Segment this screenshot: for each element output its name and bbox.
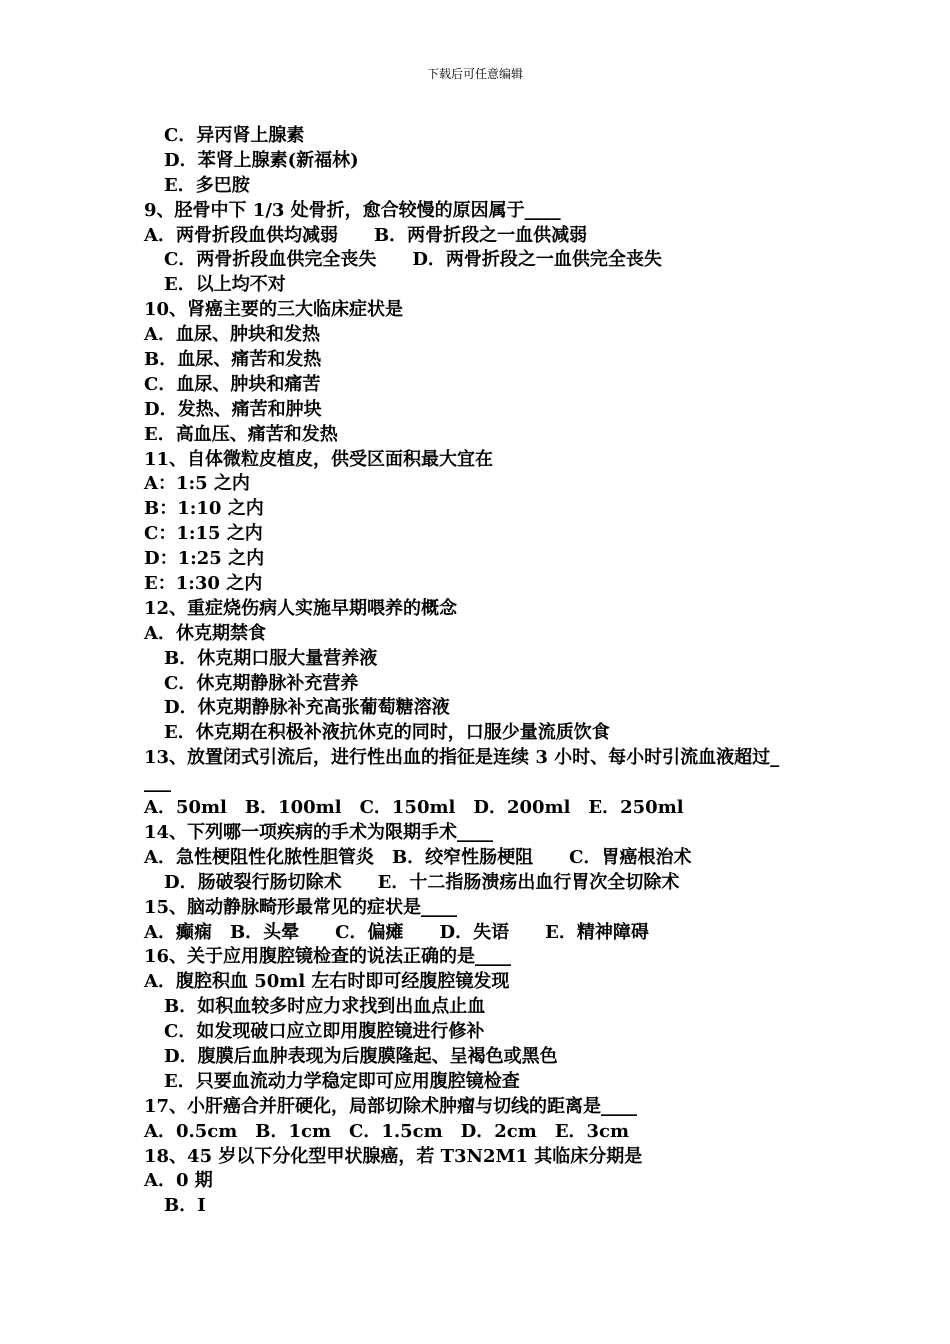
text-line: 13、放置闭式引流后，进行性出血的指征是连续 3 小时、每小时引流血液超过_ — [144, 747, 780, 769]
text-line: A．急性梗阻性化脓性胆管炎 B．绞窄性肠梗阻 C．胃癌根治术 — [144, 846, 692, 868]
text-line: B．如积血较多时应力求找到出血点止血 — [164, 996, 486, 1018]
text-line: A：1:5 之内 — [144, 473, 250, 495]
text-line: A．休克期禁食 — [144, 622, 266, 644]
text-line: 10、肾癌主要的三大临床症状是 — [144, 299, 404, 321]
text-line: D．休克期静脉补充高张葡萄糖溶液 — [164, 697, 450, 719]
text-line: A．50ml B．100ml C．150ml D．200ml E．250ml — [144, 797, 684, 819]
text-line: E．休克期在积极补液抗休克的同时，口服少量流质饮食 — [164, 722, 610, 744]
text-line: B．Ⅰ — [164, 1195, 206, 1217]
text-line: 11、自体微粒皮植皮，供受区面积最大宜在 — [144, 448, 494, 470]
text-line: 9、胫骨中下 1/3 处骨折，愈合较慢的原因属于____ — [144, 199, 561, 221]
text-line: D：1:25 之内 — [144, 548, 265, 570]
text-line: E．高血压、痛苦和发热 — [144, 423, 338, 445]
text-line: D．腹膜后血肿表现为后腹膜隆起、呈褐色或黑色 — [164, 1045, 558, 1067]
text-line: D．发热、痛苦和肿块 — [144, 398, 322, 420]
text-line: C．休克期静脉补充营养 — [164, 672, 359, 694]
text-line: 15、脑动静脉畸形最常见的症状是____ — [144, 896, 458, 918]
page-header: 下载后可任意编辑 — [426, 67, 523, 81]
text-line: 14、下列哪一项疾病的手术为限期手术____ — [144, 821, 494, 843]
text-line: B．休克期口服大量营养液 — [164, 647, 378, 669]
text-line: 17、小肝癌合并肝硬化，局部切除术肿瘤与切线的距离是____ — [144, 1095, 638, 1117]
text-line: 18、45 岁以下分化型甲状腺癌，若 T3N2M1 其临床分期是 — [144, 1145, 643, 1167]
text-line: A．癫痫 B．头晕 C．偏瘫 D．失语 E．精神障碍 — [144, 921, 649, 943]
text-line: A．0 期 — [144, 1170, 213, 1192]
text-line: C：1:15 之内 — [144, 523, 263, 545]
text-line: E：1:30 之内 — [144, 573, 263, 595]
text-line: C．两骨折段血供完全丧失 D．两骨折段之一血供完全丧失 — [164, 249, 662, 271]
text-line: C．血尿、肿块和痛苦 — [144, 373, 321, 395]
text-line: A．腹腔积血 50ml 左右时即可经腹腔镜发现 — [144, 971, 510, 993]
text-line: 12、重症烧伤病人实施早期喂养的概念 — [144, 597, 458, 619]
text-line: A．血尿、肿块和发热 — [144, 324, 320, 346]
text-line: E．只要血流动力学稳定即可应用腹腔镜检查 — [164, 1070, 520, 1092]
text-line: C．异丙肾上腺素 — [164, 125, 305, 146]
text-line: A．两骨折段血供均减弱 B．两骨折段之一血供减弱 — [144, 224, 588, 246]
text-line: E．以上均不对 — [164, 274, 286, 296]
document-body — [144, 124, 824, 1219]
text-line: D．肠破裂行肠切除术 E．十二指肠溃疡出血行胃次全切除术 — [164, 871, 680, 893]
text-line: B．血尿、痛苦和发热 — [144, 349, 322, 371]
text-line: E．多巴胺 — [164, 174, 250, 196]
text-line: C．如发现破口应立即用腹腔镜进行修补 — [164, 1021, 485, 1043]
text-line: A．0.5cm B．1cm C．1.5cm D．2cm E．3cm — [144, 1120, 630, 1142]
text-line: ___ — [144, 772, 171, 794]
text-line: 16、关于应用腹腔镜检查的说法正确的是____ — [144, 946, 512, 968]
text-line: D．苯肾上腺素(新福林) — [164, 149, 359, 171]
text-line: B：1:10 之内 — [144, 498, 264, 520]
